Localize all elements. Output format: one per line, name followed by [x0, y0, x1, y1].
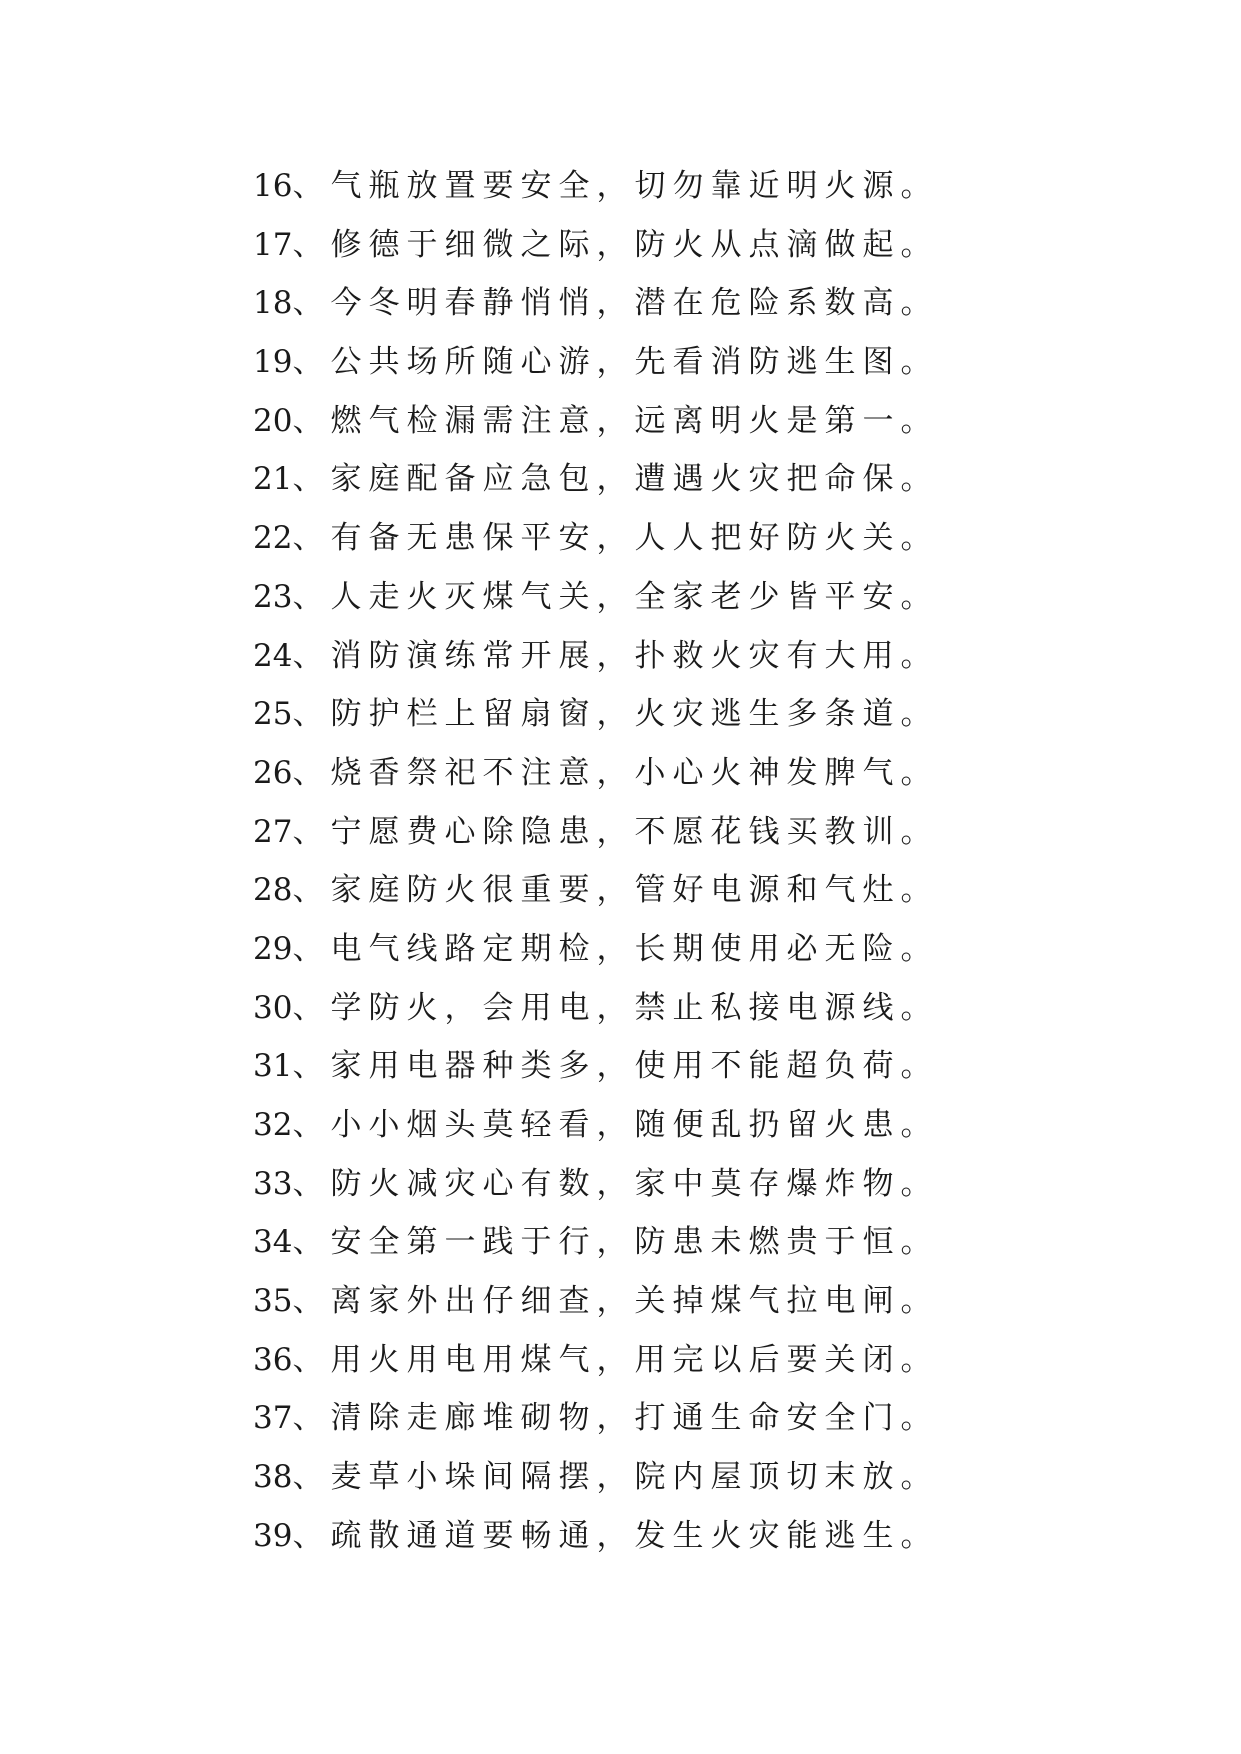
item-number: 25 [253, 696, 293, 733]
item-number: 39 [253, 1517, 293, 1554]
item-separator: 、 [292, 1517, 331, 1554]
list-item [253, 568, 1013, 627]
item-number: 31 [253, 1048, 293, 1085]
item-number: 22 [253, 520, 293, 557]
item-text: 消防演练常开展，扑救火灾有大用。 [330, 637, 939, 674]
item-separator: 、 [292, 989, 331, 1026]
list-item [253, 157, 1013, 216]
item-text: 离家外出仔细查，关掉煤气拉电闸。 [330, 1283, 939, 1320]
item-text: 修德于细微之际，防火从点滴做起。 [330, 226, 939, 263]
list-item [253, 627, 1013, 686]
item-separator: 、 [292, 226, 331, 263]
item-text: 家庭防火很重要，管好电源和气灶。 [330, 872, 939, 909]
list-item [253, 920, 1013, 979]
item-separator: 、 [292, 461, 331, 498]
list-item [253, 1213, 1013, 1272]
item-text: 麦草小垛间隔摆，院内屋顶切末放。 [330, 1459, 939, 1496]
item-separator: 、 [292, 1459, 331, 1496]
item-text: 防护栏上留扇窗，火灾逃生多条道。 [330, 696, 939, 733]
item-separator: 、 [292, 813, 331, 850]
item-separator: 、 [292, 1283, 331, 1320]
list-item [253, 1155, 1013, 1214]
item-number: 16 [253, 168, 293, 204]
list-item [253, 392, 1013, 451]
item-text: 学防火，会用电，禁止私接电源线。 [330, 989, 939, 1026]
item-separator: 、 [292, 1107, 331, 1143]
item-number: 21 [253, 461, 293, 498]
item-text: 烧香祭祀不注意，小心火神发脾气。 [330, 754, 939, 791]
list-item [253, 1096, 1013, 1155]
list-item [253, 803, 1013, 862]
item-text: 家用电器种类多，使用不能超负荷。 [330, 1048, 939, 1085]
list-item [253, 861, 1013, 920]
item-separator: 、 [292, 754, 331, 791]
item-number: 27 [253, 813, 293, 850]
list-item [253, 1389, 1013, 1448]
list-item [253, 1272, 1013, 1331]
item-separator: 、 [292, 637, 331, 674]
item-text: 小小烟头莫轻看，随便乱扔留火患。 [330, 1107, 939, 1143]
item-number: 34 [253, 1224, 293, 1261]
item-text: 今冬明春静悄悄，潜在危险系数高。 [330, 285, 939, 322]
item-number: 36 [253, 1341, 293, 1378]
item-separator: 、 [292, 930, 331, 967]
item-separator: 、 [292, 578, 331, 615]
list-item [253, 1448, 1013, 1507]
item-text: 气瓶放置要安全，切勿靠近明火源。 [330, 168, 939, 204]
item-separator: 、 [292, 520, 331, 557]
item-number: 32 [253, 1107, 293, 1143]
item-separator: 、 [292, 402, 331, 439]
item-text: 清除走廊堆砌物，打通生命安全门。 [330, 1400, 939, 1437]
item-text: 安全第一践于行，防患未燃贵于恒。 [330, 1224, 939, 1261]
item-separator: 、 [292, 1400, 331, 1437]
item-text: 人走火灭煤气关，全家老少皆平安。 [330, 578, 939, 615]
item-number: 37 [253, 1400, 293, 1437]
item-number: 24 [253, 637, 293, 674]
list-item [253, 1331, 1013, 1390]
item-separator: 、 [292, 1341, 331, 1378]
list-item [253, 1507, 1013, 1566]
item-separator: 、 [292, 1165, 331, 1202]
item-number: 33 [253, 1165, 293, 1202]
item-number: 17 [253, 226, 293, 263]
item-text: 有备无患保平安，人人把好防火关。 [330, 520, 939, 557]
item-text: 疏散通道要畅通，发生火灾能逃生。 [330, 1517, 939, 1554]
list-item [253, 274, 1013, 333]
item-separator: 、 [292, 168, 331, 204]
item-text: 电气线路定期检，长期使用必无险。 [330, 930, 939, 967]
item-separator: 、 [292, 344, 331, 381]
list-item [253, 685, 1013, 744]
item-separator: 、 [292, 285, 331, 322]
item-number: 23 [253, 578, 293, 615]
item-number: 35 [253, 1283, 293, 1320]
list-item [253, 509, 1013, 568]
list-item [253, 744, 1013, 803]
item-number: 29 [253, 930, 293, 967]
item-number: 38 [253, 1459, 293, 1496]
slogan-list [253, 157, 1013, 1566]
item-number: 30 [253, 989, 293, 1026]
list-item [253, 216, 1013, 275]
item-separator: 、 [292, 872, 331, 909]
item-text: 家庭配备应急包，遭遇火灾把命保。 [330, 461, 939, 498]
list-item [253, 450, 1013, 509]
item-separator: 、 [292, 696, 331, 733]
item-number: 26 [253, 754, 293, 791]
item-number: 20 [253, 402, 293, 439]
list-item [253, 333, 1013, 392]
list-item [253, 979, 1013, 1038]
item-number: 28 [253, 872, 293, 909]
item-separator: 、 [292, 1048, 331, 1085]
list-item [253, 1037, 1013, 1096]
item-text: 燃气检漏需注意，远离明火是第一。 [330, 402, 939, 439]
item-text: 用火用电用煤气，用完以后要关闭。 [330, 1341, 939, 1378]
item-number: 18 [253, 285, 293, 322]
item-text: 宁愿费心除隐患，不愿花钱买教训。 [330, 813, 939, 850]
item-number: 19 [253, 344, 293, 381]
item-separator: 、 [292, 1224, 331, 1261]
item-text: 公共场所随心游，先看消防逃生图。 [330, 344, 939, 381]
item-text: 防火减灾心有数，家中莫存爆炸物。 [330, 1165, 939, 1202]
